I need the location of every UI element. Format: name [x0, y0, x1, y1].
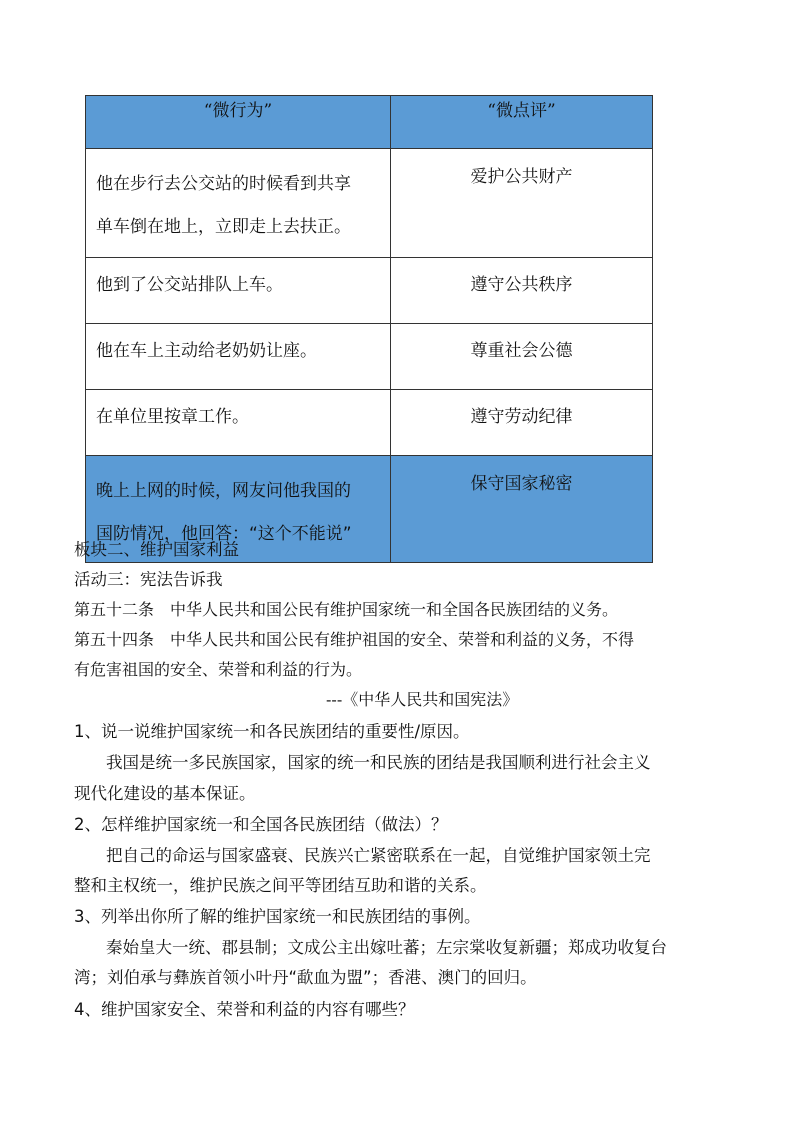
question-3: 3、列举出你所了解的维护国家统一和民族团结的事例。 [74, 907, 481, 926]
article-54-line1: 第五十四条 中华人民共和国公民有维护祖国的安全、荣誉和利益的义务，不得 [74, 630, 635, 649]
question-4: 4、维护国家安全、荣誉和利益的内容有哪些？ [74, 1000, 415, 1019]
behavior-line: 单车倒在地上，立即走上去扶正。 [96, 217, 351, 237]
header-behavior: “微行为” [86, 96, 391, 149]
behavior-cell: 他到了公交站排队上车。 [86, 258, 391, 324]
answer-1-line1: 我国是统一多民族国家，国家的统一和民族的团结是我国顺利进行社会主义 [106, 753, 651, 772]
answer-2-line2: 整和主权统一，维护民族之间平等团结互助和谐的关系。 [74, 876, 487, 895]
section-title: 板块二、维护国家利益 [74, 540, 239, 559]
behavior-line: 国防情况，他回答：“这个不能说” [96, 524, 352, 544]
answer-3-line2: 湾；刘伯承与彝族首领小叶丹“歃血为盟”；香港、澳门的回归。 [74, 968, 537, 987]
answer-1-line2: 现代化建设的基本保证。 [74, 784, 256, 803]
article-54-line2: 有危害祖国的安全、荣誉和利益的行为。 [74, 660, 363, 679]
header-comment: “微点评” [391, 96, 653, 149]
comment-cell: 保守国家秘密 [391, 456, 653, 563]
table-row [86, 324, 653, 390]
article-52: 第五十二条 中华人民共和国公民有维护国家统一和全国各民族团结的义务。 [74, 600, 619, 619]
table-row [86, 390, 653, 456]
question-1: 1、说一说维护国家统一和各民族团结的重要性/原因。 [74, 722, 470, 741]
table-row [86, 258, 653, 324]
comment-cell: 遵守劳动纪律 [391, 390, 653, 456]
activity-title: 活动三：宪法告诉我 [74, 570, 223, 589]
answer-3-line1: 秦始皇大一统、郡县制；文成公主出嫁吐蕃；左宗棠收复新疆；郑成功收复台 [106, 938, 667, 957]
table-header-row [86, 96, 653, 149]
question-2: 2、怎样维护国家统一和全国各民族团结（做法）？ [74, 815, 448, 834]
behavior-table [85, 95, 653, 563]
behavior-cell: 在单位里按章工作。 [86, 390, 391, 456]
behavior-line: 晚上上网的时候，网友问他我国的 [96, 481, 351, 501]
behavior-cell: 他在车上主动给老奶奶让座。 [86, 324, 391, 390]
behavior-cell [86, 149, 391, 258]
table-row [86, 149, 653, 258]
comment-cell: 尊重社会公德 [391, 324, 653, 390]
comment-cell: 遵守公共秩序 [391, 258, 653, 324]
answer-2-line1: 把自己的命运与国家盛衰、民族兴亡紧密联系在一起，自觉维护国家领土完 [106, 846, 651, 865]
comment-cell: 爱护公共财产 [391, 149, 653, 258]
source-citation: ---《中华人民共和国宪法》 [326, 690, 519, 709]
behavior-line: 他在步行去公交站的时候看到共享 [96, 174, 351, 194]
